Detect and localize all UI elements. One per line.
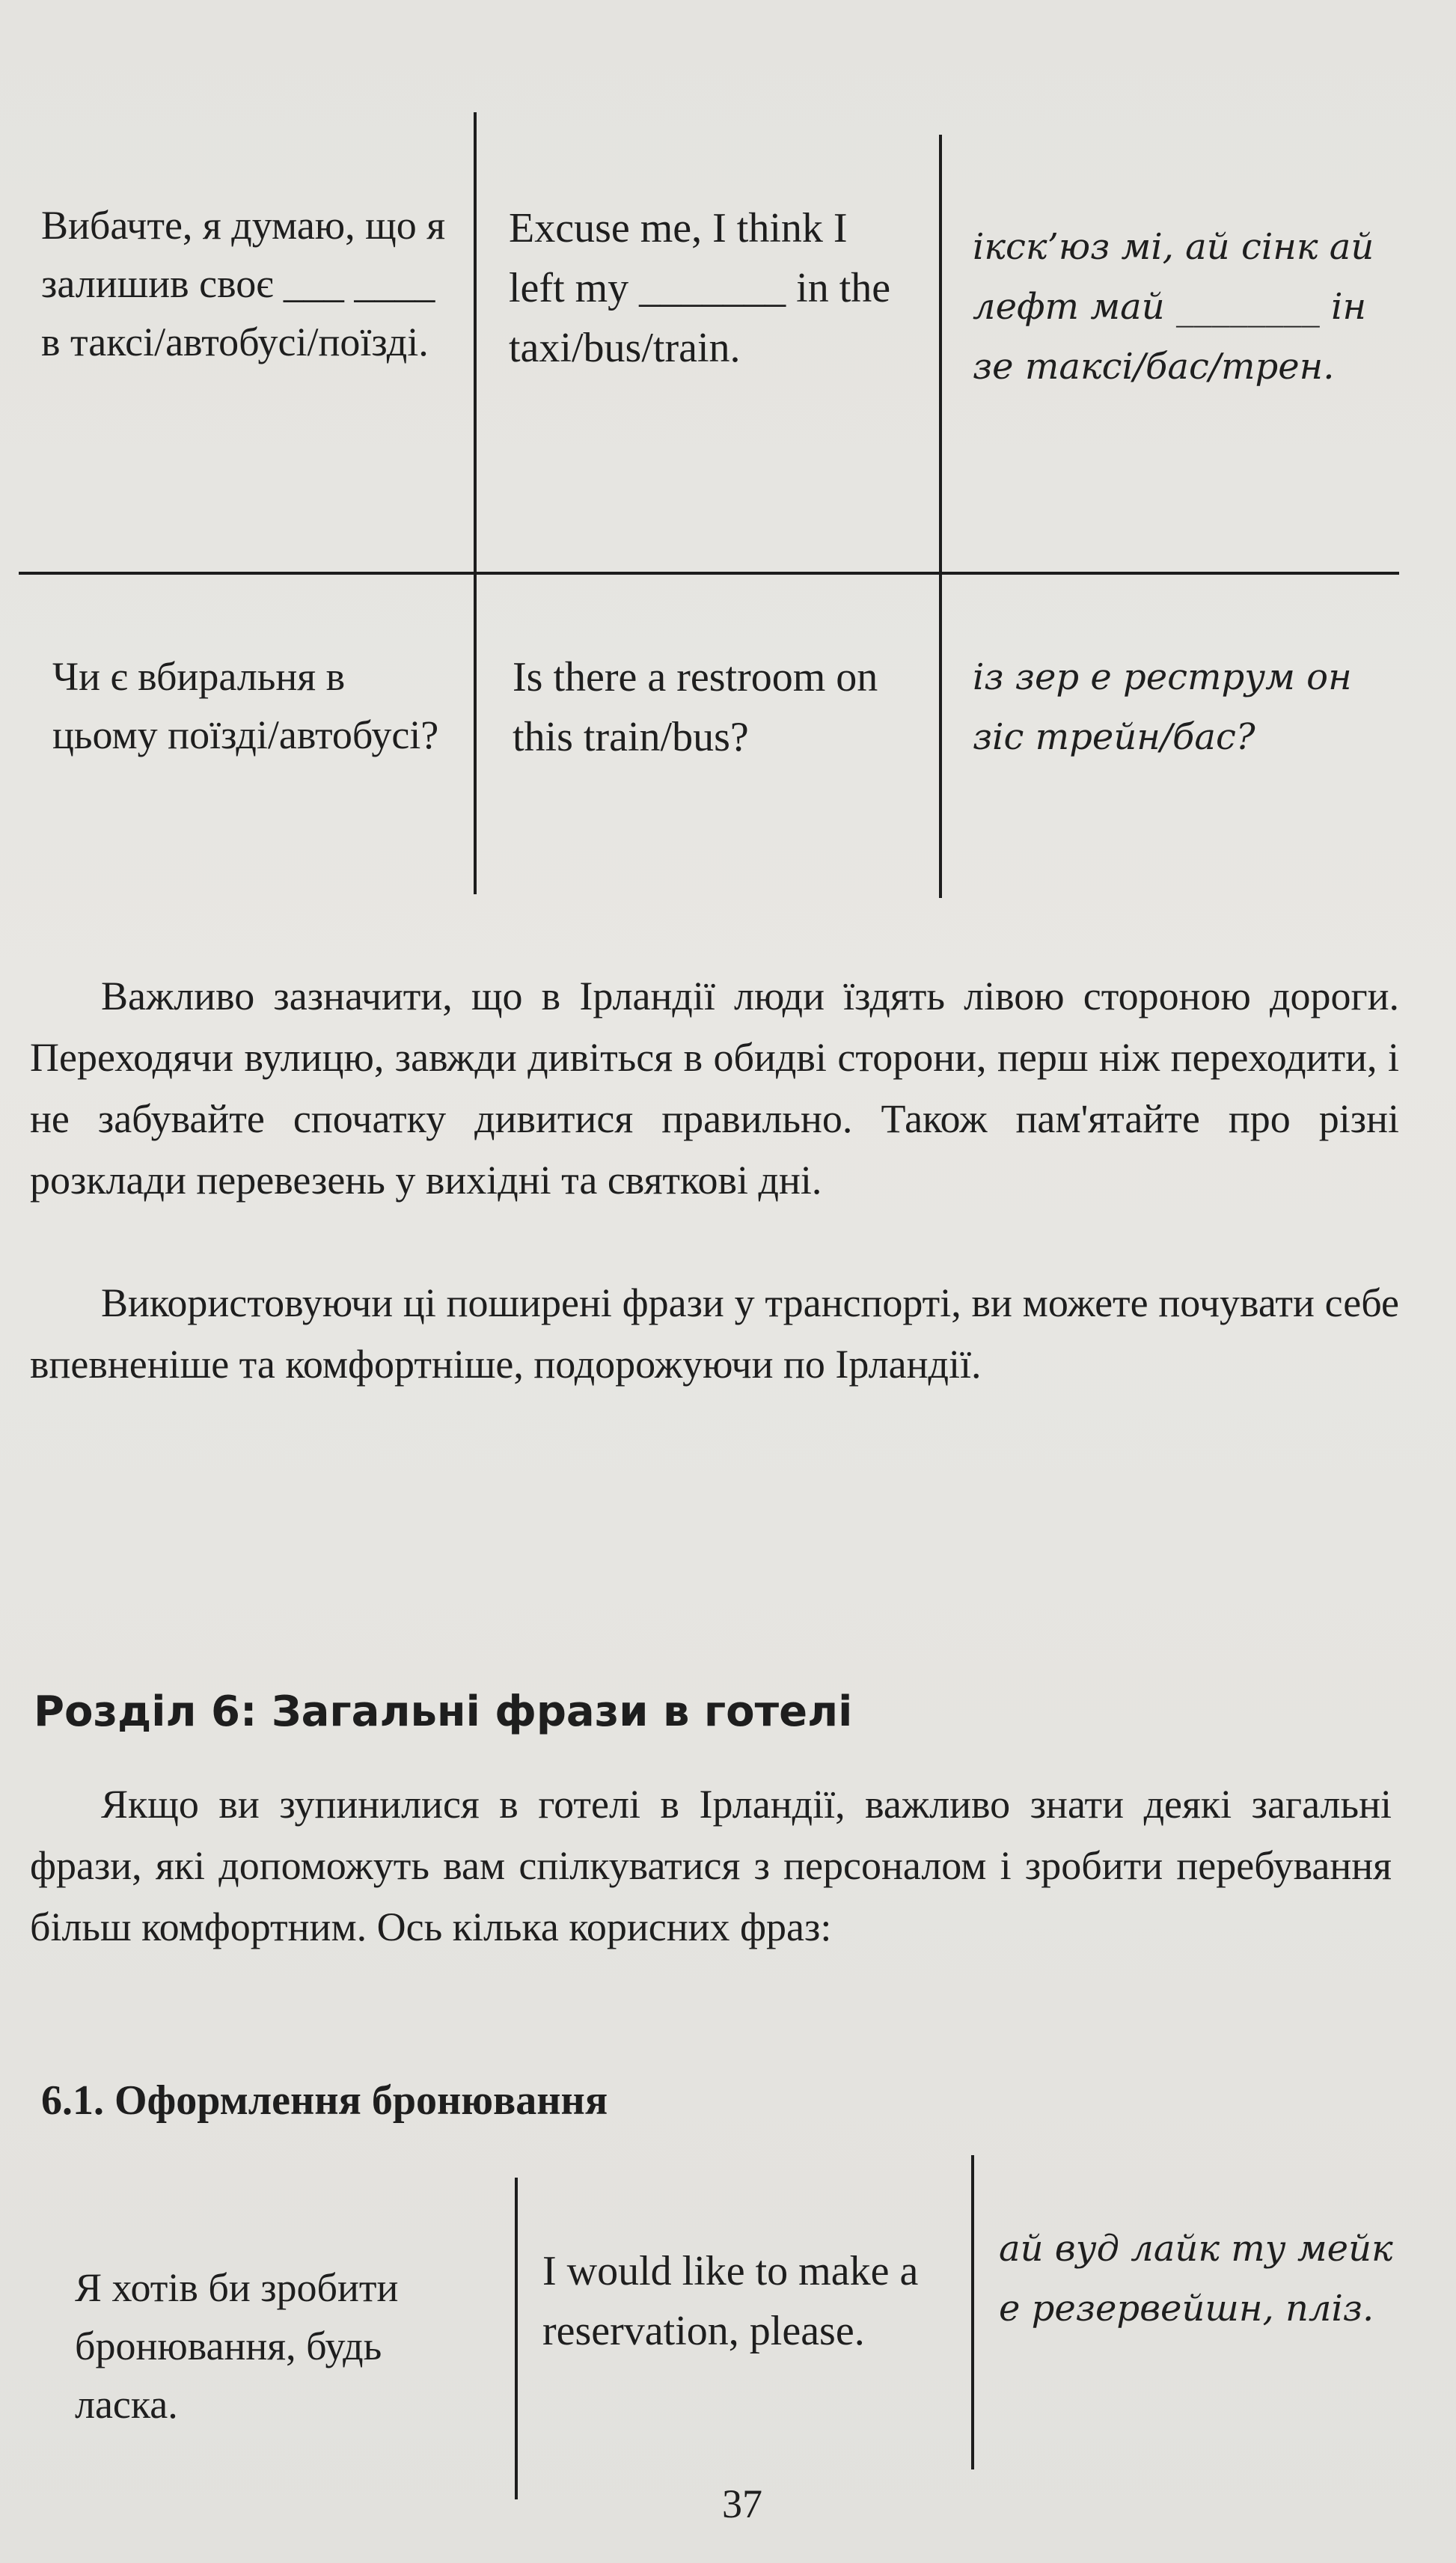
table-cell-transcription: ікск’юз мі, ай сінк ай лефт май ________ ін зе таксі/бас/трен. <box>973 226 1374 388</box>
page-number: 37 <box>722 2481 762 2526</box>
table-divider <box>971 2155 974 2469</box>
table-divider <box>474 112 477 894</box>
table-cell-ukrainian: Чи є вбиральня в цьому поїзді/автобусі? <box>52 654 439 757</box>
table-cell-ukrainian: Я хотів би зробити бронювання, будь ласка. <box>75 2265 399 2427</box>
section-intro: Якщо ви зупинилися в готелі в Ірландії, важливо знати деякі загальні фрази, які допоможуть вам спілкуватися з персоналом і зробити перебування більш комфортним. Ось кілька корисних фраз: <box>30 1782 1392 1949</box>
section-title: Розділ 6: Загальні фрази в готелі <box>34 1687 853 1736</box>
paragraph: Використовуючи ці поширені фрази у транспорті, ви можете почувати себе впевненіше та комфортніше, подорожуючи по Ірландії. <box>30 1280 1399 1387</box>
table-cell-english: Is there a restroom on this train/bus? <box>513 654 878 760</box>
subsection-title: 6.1. Оформлення бронювання <box>41 2077 608 2124</box>
paragraph: Важливо зазначити, що в Ірландії люди їздять лівою стороною дороги. Переходячи вулицю, завжди дивіться в обидві сторони, перш ніж переходити, і не забувайте спочатку дивитися правильно. Також пам'ятайте про різні розклади перевезень у вихідні та святкові дні. <box>30 974 1399 1203</box>
table-cell-transcription: ай вуд лайк ту мейк е резервейшн, пліз. <box>999 2228 1393 2330</box>
table-cell-ukrainian: Вибачте, я думаю, що я залишив своє ___ ____ в таксі/автобусі/поїзді. <box>41 203 446 364</box>
table-cell-english: Excuse me, I think I left my _______ in the taxi/bus/train. <box>509 205 891 371</box>
table-cell-english: I would like to make a reservation, please. <box>542 2248 919 2354</box>
table-divider <box>939 135 942 898</box>
table-cell-transcription: із зер е реструм он зіс трейн/бас? <box>973 656 1352 758</box>
table-divider <box>19 572 1399 575</box>
table-divider <box>515 2178 518 2499</box>
